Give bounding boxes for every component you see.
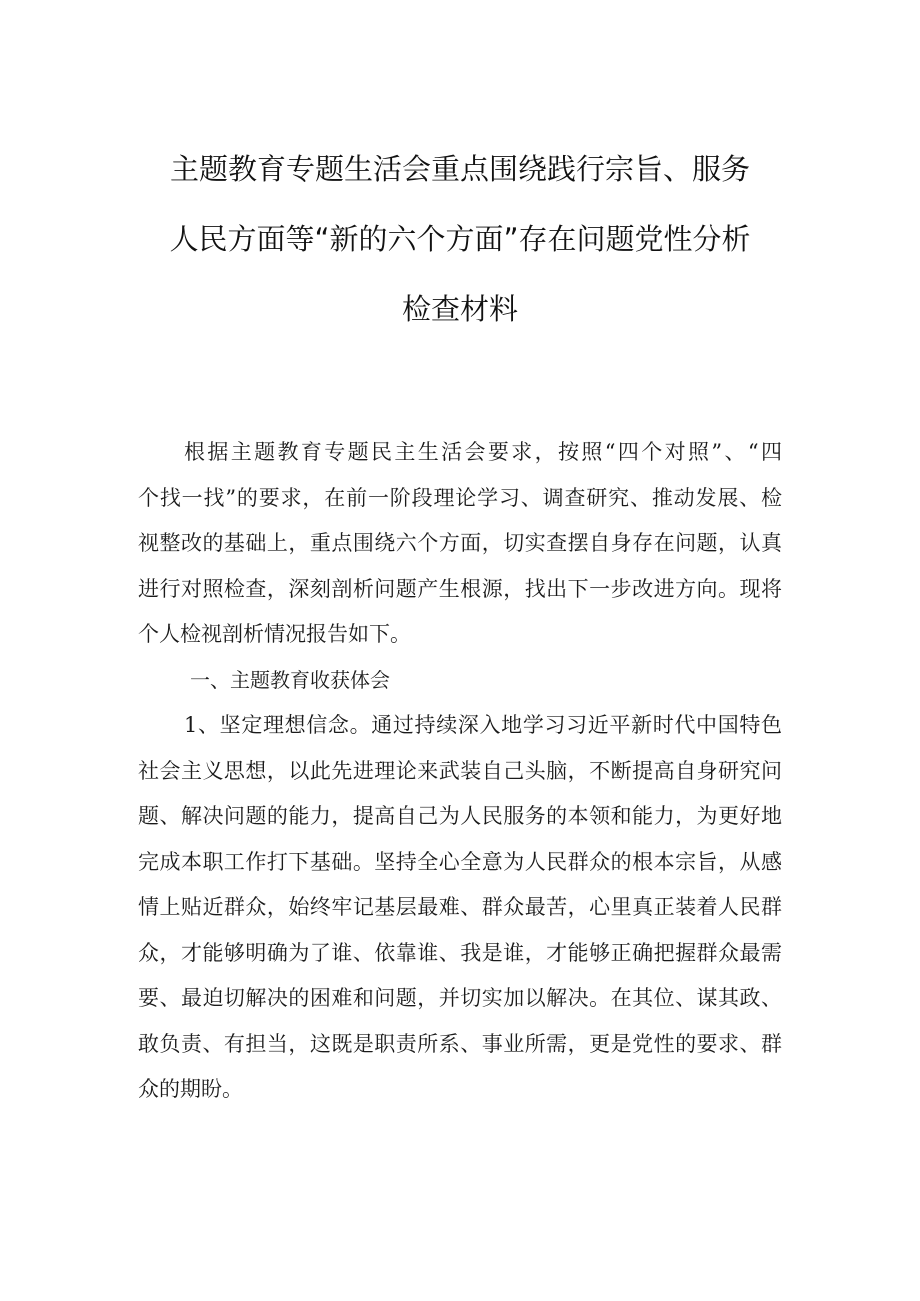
paragraph-line: 情上贴近群众，始终牢记基层最难、群众最苦，心里真正装着人民群: [138, 895, 782, 919]
section-heading: 一、主题教育收获体会: [190, 667, 390, 692]
paragraph-line: 敢负责、有担当，这既是职责所系、事业所需，更是党性的要求、群: [138, 1031, 782, 1056]
document-body: [138, 430, 782, 1113]
document-title: [120, 134, 800, 344]
paragraph-line: 要、最迫切解决的困难和问题，并切实加以解决。在其位、谋其政、: [138, 986, 782, 1010]
paragraph-line: 题、解决问题的能力，提高自己为人民服务的本领和能力，为更好地: [138, 804, 782, 828]
paragraph-line: 进行对照检查，深刻剖析问题产生根源，找出下一步改进方向。现将: [138, 576, 782, 601]
paragraph-line: 根据主题教育专题民主生活会要求，按照“四个对照”、“四: [184, 440, 782, 464]
title-line: 检查材料: [401, 292, 518, 326]
paragraph-line: 个人检视剖析情况报告如下。: [138, 622, 411, 646]
title-line: 人民方面等“新的六个方面”存在问题党性分析: [169, 222, 751, 256]
paragraph-line: 完成本职工作打下基础。坚持全心全意为人民群众的根本宗旨，从感: [138, 849, 782, 874]
title-line: 主题教育专题生活会重点围绕践行宗旨、服务: [169, 152, 750, 186]
paragraph-line: 众的期盼。: [138, 1077, 243, 1101]
paragraph-line: 社会主义思想，以此先进理论来武装自己头脑，不断提高自身研究问: [138, 758, 782, 783]
paragraph-line: 众，才能够明确为了谁、依靠谁、我是谁，才能够正确把握群众最需: [138, 940, 782, 965]
paragraph-line: 视整改的基础上，重点围绕六个方面，切实查摆自身存在问题，认真: [138, 531, 782, 555]
paragraph-line: 1、坚定理想信念。通过持续深入地学习习近平新时代中国特色: [184, 713, 782, 737]
paragraph-line: 个找一找”的要求，在前一阶段理论学习、调查研究、推动发展、检: [138, 485, 782, 510]
